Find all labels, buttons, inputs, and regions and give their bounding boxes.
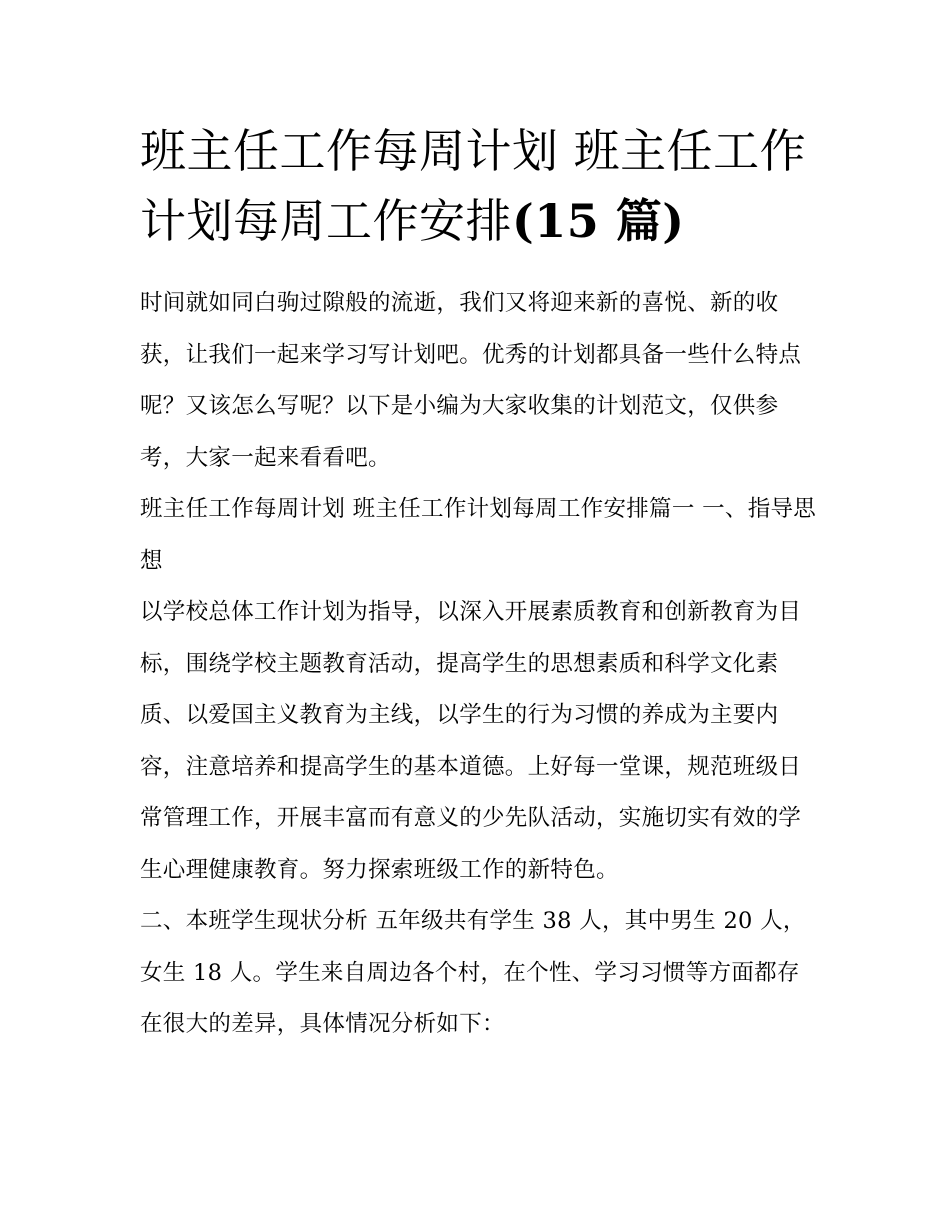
- title-main-text: 班主任工作每周计划 班主任工作计划每周工作安排: [140, 124, 807, 248]
- document-body: [140, 116, 820, 1051]
- title-count-text: (15 篇): [512, 194, 685, 248]
- document-title: [140, 116, 820, 256]
- paragraph-guiding-ideology: 以学校总体工作计划为指导，以深入开展素质教育和创新教育为目标，围绕学校主题教育活动，提高学生的思想素质和科学文化素质、以爱国主义教育为主线，以学生的行为习惯的养成为主要内容，注意培养和提高学生的基本道德。上好每一堂课，规范班级日常管理工作，开展丰富而有意义的少先队活动，实施切实有效的学生心理健康教育。努力探索班级工作的新特色。: [140, 599, 802, 883]
- paragraph-intro: 时间就如同白驹过隙般的流逝，我们又将迎来新的喜悦、新的收获，让我们一起来学习写计划吧。优秀的计划都具备一些什么特点呢？又该怎么写呢？以下是小编为大家收集的计划范文，仅供参考，大家一起来看看吧。: [140, 290, 802, 471]
- paragraph-section-heading: 班主任工作每周计划 班主任工作计划每周工作安排篇一 一、指导思想: [140, 496, 817, 574]
- paragraph-student-analysis: 二、本班学生现状分析 五年级共有学生 38 人，其中男生 20 人，女生 18 人。学生来自周边各个村，在个性、学习习惯等方面都存在很大的差异，具体情况分析如下：: [140, 908, 806, 1037]
